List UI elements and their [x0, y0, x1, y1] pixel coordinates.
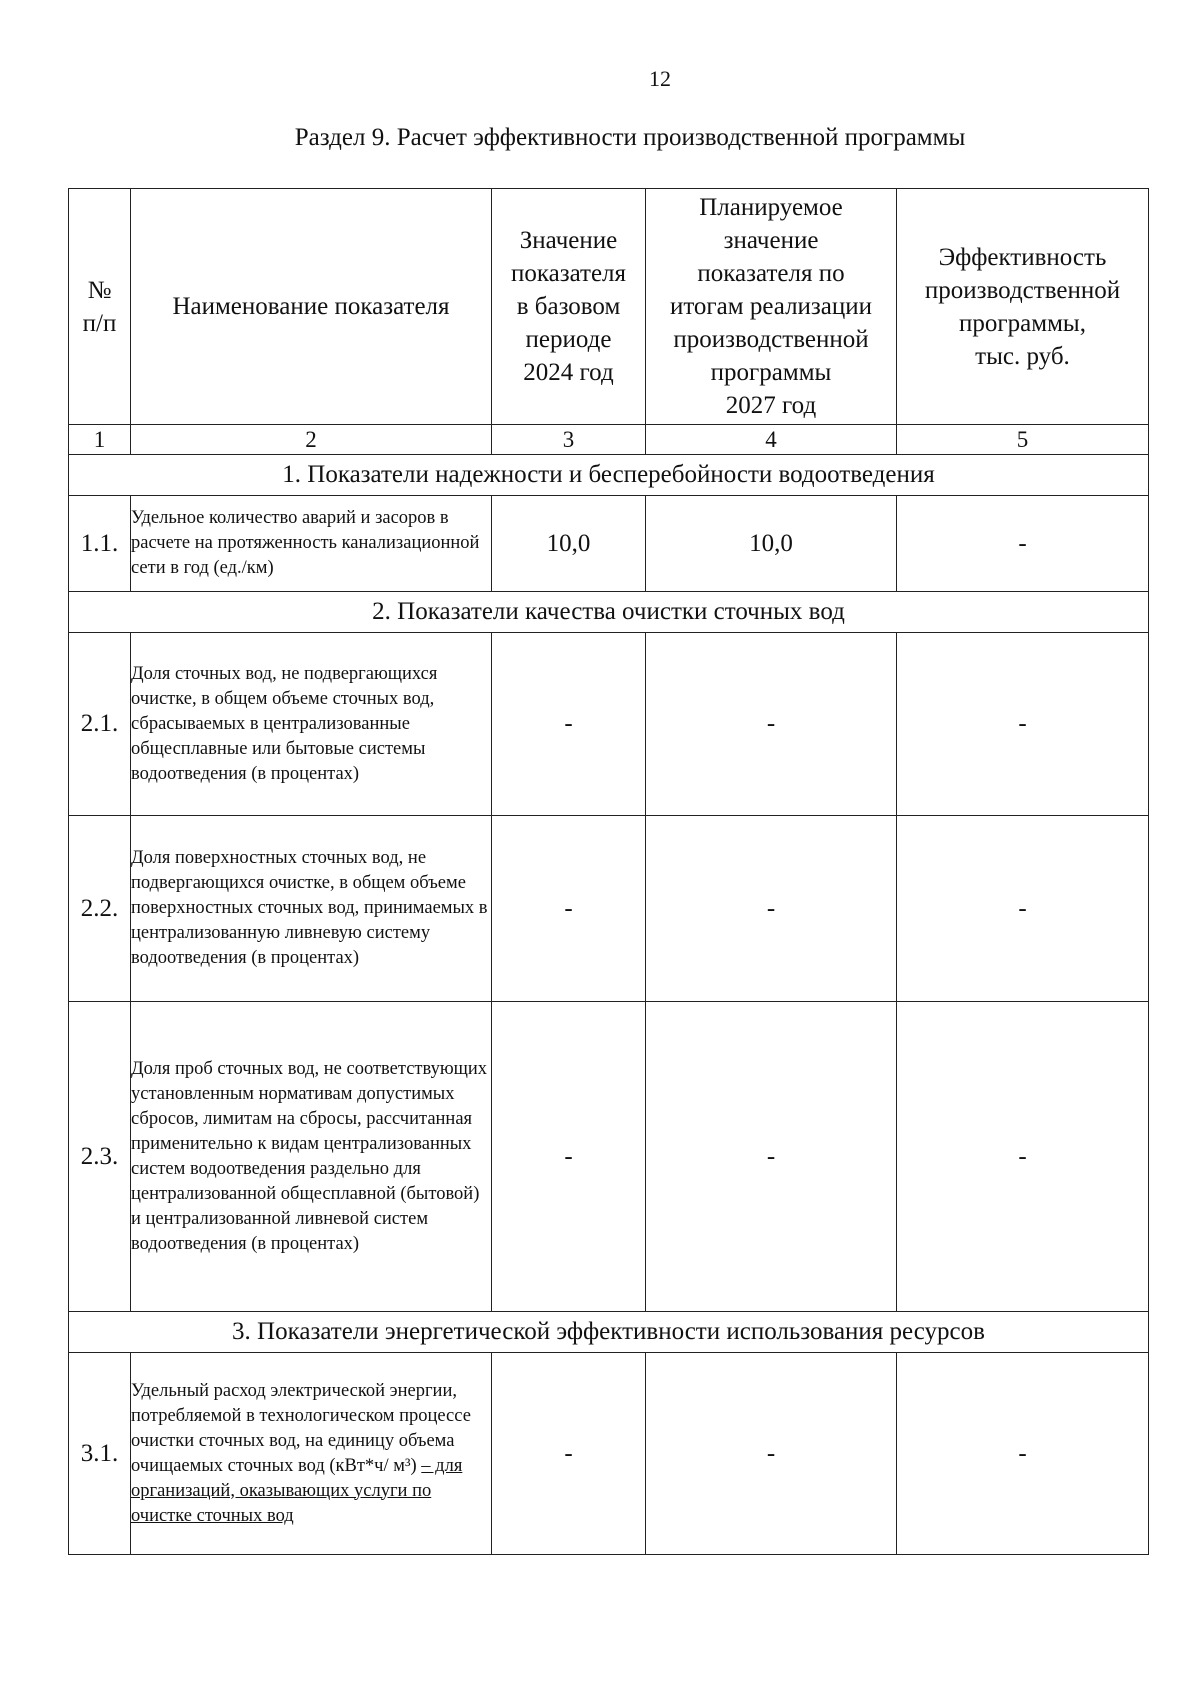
section-title-treatment-quality: 2. Показатели качества очистки сточных вод [69, 592, 1149, 633]
row-indicator-name: Доля проб сточных вод, не соответствующих установленным нормативам допустимых сбросов, лимитам на сбросы, рассчитанная применительно к видам централизованных систем водоотведения раздельно для централизованной общесплавной (бытовой) и централизованной ливневой систем водоотведения (в процентах) [131, 1002, 492, 1312]
row-efficiency-value: - [897, 496, 1149, 592]
table-row [69, 816, 1149, 1002]
row-number: 2.2. [69, 816, 131, 1002]
row-planned-value: - [646, 1002, 897, 1312]
table-row [69, 1002, 1149, 1312]
section-row [69, 1312, 1149, 1353]
column-number: 4 [646, 425, 897, 455]
row-number: 3.1. [69, 1353, 131, 1555]
row-indicator-name: Доля сточных вод, не подвергающихся очистке, в общем объеме сточных вод, сбрасываемых в централизованные общесплавные или бытовые системы водоотведения (в процентах) [131, 633, 492, 816]
row-efficiency-value: - [897, 1353, 1149, 1555]
row-base-value: 10,0 [492, 496, 646, 592]
section-row [69, 455, 1149, 496]
header-efficiency: Эффективность производственной программы, тыс. руб. [897, 189, 1149, 425]
column-number: 5 [897, 425, 1149, 455]
row-planned-value: - [646, 633, 897, 816]
row-planned-value: - [646, 1353, 897, 1555]
row-efficiency-value: - [897, 633, 1149, 816]
row-base-value: - [492, 816, 646, 1002]
row-planned-value: 10,0 [646, 496, 897, 592]
page-number: 12 [649, 66, 671, 91]
header-number: № п/п [69, 189, 131, 425]
section-title-energy-efficiency: 3. Показатели энергетической эффективности использования ресурсов [69, 1312, 1149, 1353]
row-indicator-name: Доля поверхностных сточных вод, не подвергающихся очистке, в общем объеме поверхностных сточных вод, принимаемых в централизованную ливневую систему водоотведения (в процентах) [131, 816, 492, 1002]
row-indicator-name: Удельный расход электрической энергии, потребляемой в технологическом процессе очистки сточных вод, на единицу объема очищаемых сточных вод (кВт*ч/ м³) [131, 1380, 471, 1476]
row-efficiency-value: - [897, 816, 1149, 1002]
row-base-value: - [492, 1002, 646, 1312]
table-header-row [69, 189, 1149, 425]
column-number: 2 [131, 425, 492, 455]
section-row [69, 592, 1149, 633]
header-indicator-name: Наименование показателя [131, 189, 492, 425]
column-number-row [69, 425, 1149, 455]
row-number: 2.3. [69, 1002, 131, 1312]
table-row [69, 496, 1149, 592]
efficiency-table [68, 188, 1149, 1555]
row-indicator-name: Удельное количество аварий и засоров в расчете на протяженность канализационной сети в год (ед./км) [131, 496, 492, 592]
row-base-value: - [492, 1353, 646, 1555]
row-number: 1.1. [69, 496, 131, 592]
row-efficiency-value: - [897, 1002, 1149, 1312]
header-base-value: Значение показателя в базовом периоде 2024 год [492, 189, 646, 425]
column-number: 3 [492, 425, 646, 455]
table-row [69, 633, 1149, 816]
row-number: 2.1. [69, 633, 131, 816]
row-indicator-name-cell [131, 1353, 492, 1555]
section-title-reliability: 1. Показатели надежности и бесперебойности водоотведения [69, 455, 1149, 496]
row-indicator-name-underlined: – для организаций, оказывающих услуги по очистке сточных вод [131, 1455, 463, 1526]
section-title: Раздел 9. Расчет эффективности производственной программы [294, 124, 966, 151]
column-number: 1 [69, 425, 131, 455]
row-planned-value: - [646, 816, 897, 1002]
table-row [69, 1353, 1149, 1555]
row-base-value: - [492, 633, 646, 816]
header-planned-value: Планируемое значение показателя по итогам реализации производственной программы 2027 год [646, 189, 897, 425]
